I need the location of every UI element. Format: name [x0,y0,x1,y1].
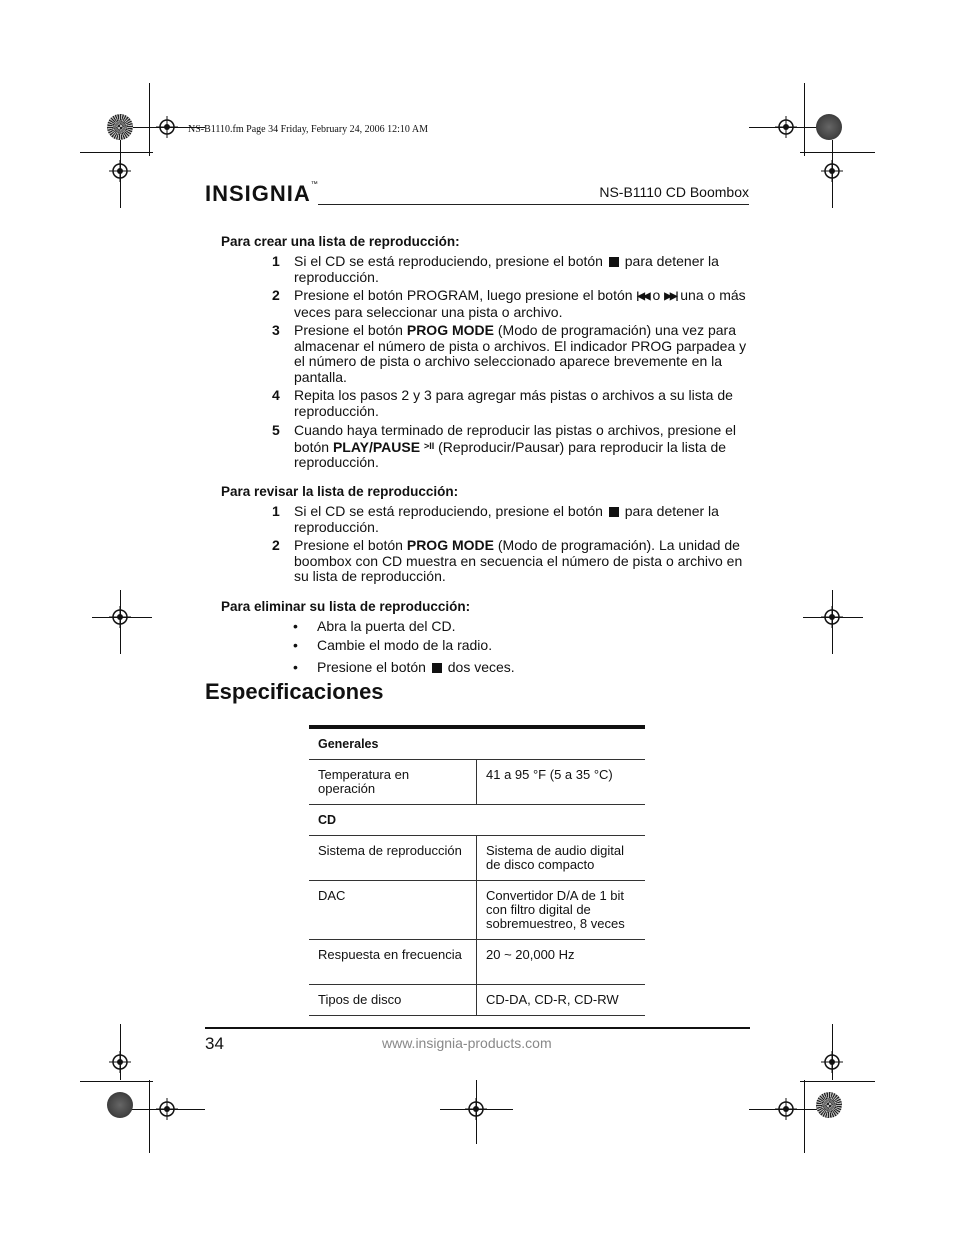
step-number: 2 [272,287,280,303]
table-cell-value: 20 ~ 20,000 Hz [477,940,646,985]
section-create-title: Para crear una lista de reproducción: [221,234,460,249]
table-group-header: CD [309,805,645,836]
table-cell-value: 41 a 95 °F (5 a 35 °C) [477,760,646,805]
table-row [309,881,645,940]
registration-target-icon [821,1051,843,1073]
step-number: 1 [272,253,280,269]
stop-icon [609,507,619,517]
registration-target-icon [109,606,131,628]
step-number: 5 [272,422,280,438]
step-number: 1 [272,503,280,519]
table-cell-label: Temperatura en operación [309,760,477,805]
create-step-3: 3 Presione el botón PROG MODE (Modo de programación) una vez para almacenar el número de pista o archivos. El indicador PROG parpadea y el número de pista o archivo seleccionado aparece brevemente en la pantalla. [272,322,747,385]
registration-target-icon [775,116,797,138]
table-cell-label: Tipos de disco [309,985,477,1016]
table-row [309,985,645,1016]
section-review-title: Para revisar la lista de reproducción: [221,484,459,499]
table-row [309,760,645,805]
table-row [309,805,645,836]
create-step-4: 4 Repita los pasos 2 y 3 para agregar más pistas o archivos a su lista de reproducción. [272,387,733,419]
header-rule [318,204,749,205]
registration-target-icon [109,1051,131,1073]
section-delete-title: Para eliminar su lista de reproducción: [221,599,471,614]
step-number: 4 [272,387,280,403]
play-pause-icon: >II [423,440,435,451]
table-row [309,836,645,881]
table-cell-label: Sistema de reproducción [309,836,477,881]
create-step-2: 2 Presione el botón PROGRAM, luego presione el botón |◀◀ o ▶▶| una o más veces para seleccionar una pista o archivo. [272,287,746,320]
specs-table [309,725,645,1016]
registration-target-icon [775,1098,797,1120]
registration-target-icon [821,160,843,182]
review-step-2: 2 Presione el botón PROG MODE (Modo de programación). La unidad de boombox con CD muestra en secuencia el número de pista o archivo en su lista de reproducción. [272,537,743,584]
table-row [309,727,645,760]
table-cell-label: Respuesta en frecuencia [309,940,477,985]
color-rosette-icon [107,1092,133,1118]
table-cell-value: Sistema de audio digital de disco compacto [477,836,646,881]
create-step-5: 5 Cuando haya terminado de reproducir las pistas o archivos, presione el botón PLAY/PAUSE $^{>II}$ (Reproducir/Pausar) para reproducir la lista de reproducción. [272,422,737,470]
file-slug: NS-B1110.fm Page 34 Friday, February 24, 2006 12:10 AM [188,124,428,135]
table-cell-value: Convertidor D/A de 1 bit con filtro digital de sobremuestreo, 8 veces [477,881,646,940]
page-number: 34 [205,1034,224,1053]
registration-target-icon [465,1098,487,1120]
model-title: NS-B1110 CD Boombox [599,184,749,200]
color-rosette-icon [107,114,133,140]
color-rosette-icon [816,114,842,140]
stop-icon [609,257,619,267]
list-item: • Abra la puerta del CD. [293,618,456,634]
table-group-header: Generales [309,727,645,760]
color-rosette-icon [816,1092,842,1118]
review-step-1: 1 Si el CD se está reproduciendo, presione el botón para detener la reproducción. [272,503,719,535]
stop-icon [432,663,442,673]
skip-back-icon: |◀◀ [636,291,649,302]
create-step-1: 1 Si el CD se está reproduciendo, presione el botón para detener la reproducción. [272,253,719,285]
list-item: • Presione el botón dos veces. [293,659,515,675]
table-cell-label: DAC [309,881,477,940]
footer-url: www.insignia-products.com [382,1035,552,1051]
registration-target-icon [821,606,843,628]
insignia-logo: INSIGNIA™ [205,181,319,206]
specs-heading: Especificaciones [205,679,384,704]
table-cell-value: CD-DA, CD-R, CD-RW [477,985,646,1016]
step-number: 3 [272,322,280,338]
step-number: 2 [272,537,280,553]
registration-target-icon [109,160,131,182]
registration-target-icon [156,116,178,138]
registration-target-icon [156,1098,178,1120]
table-row [309,940,645,985]
skip-forward-icon: ▶▶| [664,291,677,302]
list-item: • Cambie el modo de la radio. [293,637,493,653]
footer-rule [205,1027,750,1029]
